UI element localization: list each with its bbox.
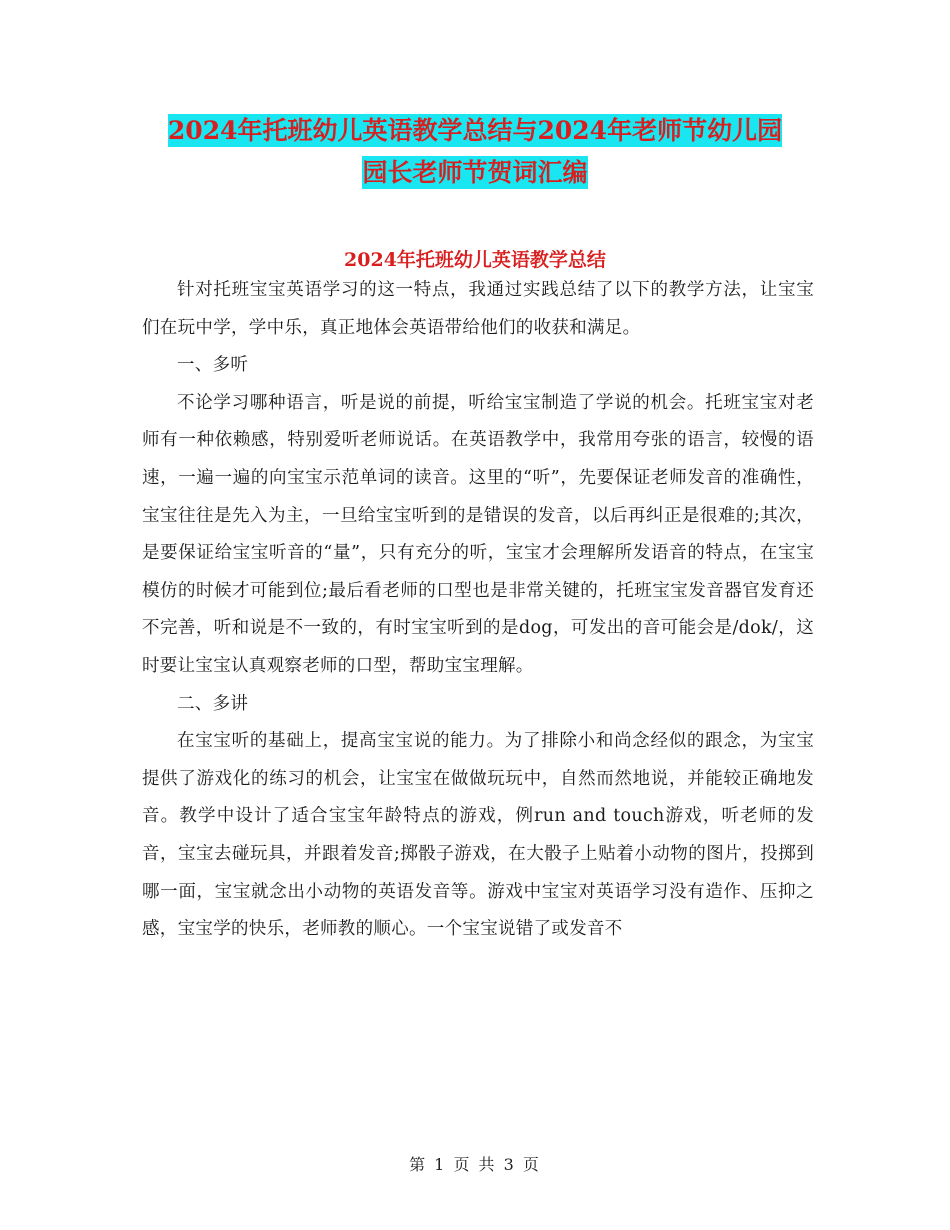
paragraph-listen: 不论学习哪种语言，听是说的前提，听给宝宝制造了学说的机会。托班宝宝对老师有一种依赖感，特别爱听老师说话。在英语教学中，我常用夸张的语言，较慢的语速，一遍一遍的向宝宝示范单词的读音。这里的“听”，先要保证老师发音的准确性，宝宝往往是先入为主，一旦给宝宝听到的是错误的发音，以后再纠正是很难的;其次，是要保证给宝宝听音的“量”，只有充分的听，宝宝才会理解所发语音的特点，在宝宝模仿的时候才可能到位;最后看老师的口型也是非常关键的，托班宝宝发音器官发育还不完善，听和说是不一致的，有时宝宝听到的是dog，可发出的音可能会是/dok/，这时要让宝宝认真观察老师的口型，帮助宝宝理解。 [142,392,814,676]
document-title [140,110,810,194]
document-body [142,272,814,949]
heading-speak: 二、多讲 [177,693,249,714]
title-line-1: 2024年托班幼儿英语教学总结与2024年老师节幼儿园 [167,116,783,145]
title-line-2: 园长老师节贺词汇编 [362,158,588,187]
section-title: 2024年托班幼儿英语教学总结 [344,249,606,271]
page-footer: 第 1 页 共 3 页 [409,1155,541,1174]
paragraph-speak: 在宝宝听的基础上，提高宝宝说的能力。为了排除小和尚念经似的跟念，为宝宝提供了游戏化的练习的机会，让宝宝在做做玩玩中，自然而然地说，并能较正确地发音。教学中设计了适合宝宝年龄特点的游戏，例run and touch游戏，听老师的发音，宝宝去碰玩具，并跟着发音;掷骰子游戏，在大骰子上贴着小动物的图片，投掷到哪一面，宝宝就念出小动物的英语发音等。游戏中宝宝对英语学习没有造作、压抑之感，宝宝学的快乐，老师教的顺心。一个宝宝说错了或发音不 [142,731,814,940]
paragraph-intro: 针对托班宝宝英语学习的这一特点，我通过实践总结了以下的教学方法，让宝宝们在玩中学，学中乐，真正地体会英语带给他们的收获和满足。 [142,280,814,338]
heading-listen: 一、多听 [177,355,249,376]
